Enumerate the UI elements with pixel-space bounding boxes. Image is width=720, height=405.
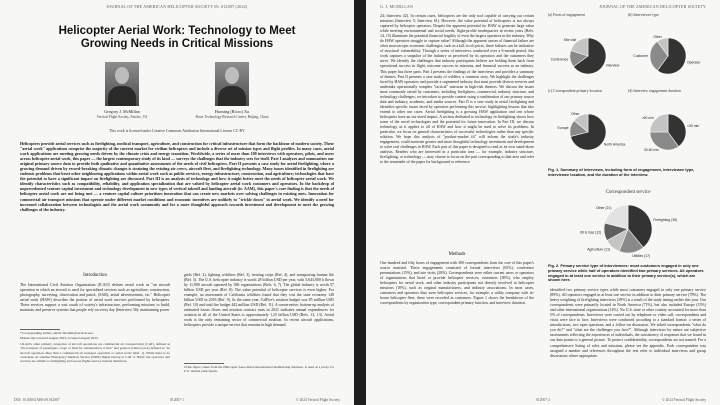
pie-slice-label: Firefighting (39) <box>653 218 678 223</box>
pie-slice-label: Utilities (17) <box>632 253 651 258</box>
pie-chart-d <box>642 114 700 152</box>
pie-slice-label: Other <box>571 112 580 117</box>
footnote: Manuscript received August 2023; accepted August 2023. <box>20 336 99 340</box>
author-affiliation: Rotor Technology Research Center, Beijing, China <box>195 115 269 119</box>
intro-column-2: grids (Ref. 2), fighting wildfires (Ref. 3), treating crops (Ref. 4), and transporting human life (Ref. 5). The U.S. helicopter industry is worth 28 billion USD per year, with 5,643,000 h flown by 11,900 aircraft operated by 386 organizations (Refs. 6, 7). The global industry is worth 57 billion USD per year (Ref. 8). The value potential of helicopter services is even higher. For example, an assessment of California wildfires found that they cost the state economy 148 billion USD in 2018 (Ref. 9). In the same year, CalFire's aviation budget was 85 million USD (Ref. 10) and total fire budget 442 million USD (Ref. 11). A conservative, bottom-up analysis of estimated losses flown and aviation contract rates in 2021 indicates annual expenditures for aviation in all of the United States is approximately 1.25 billion USD (Refs. 12, 13). Aerial work is the only remaining sector of commercial aviation. In recent aircraft applications, helicopters provide a unique service that remains in high demand. <box>184 273 334 328</box>
pie-chart-a <box>551 38 620 74</box>
author-photo <box>105 62 139 106</box>
left-page <box>0 0 354 405</box>
footnote: *Corresponding author; email: fmcmill@vertical.aero. <box>20 331 95 335</box>
section-heading-methods: Methods <box>448 252 466 257</box>
pie-slice-label: 30-60 min <box>643 148 659 153</box>
author-name: Gregory J. McMillan <box>104 109 140 114</box>
footer-doi: DOI: 10.4050/JAHS.69.012007 <box>14 398 60 402</box>
panel-title-c: (c) Correspondent primary location <box>548 89 602 93</box>
footer-copyright: © 2024 Vertical Flight Society <box>296 398 340 402</box>
footnote: 1ICAO's other primary categories of aircraft operations are commercial air transportation (CAT), defined as "the transport of passengers, cargo or mail for remuneration or hire" and general aviation (GA) defined as "an aircraft operation other than a commercial air transport operation or aerial work" (Ref. 1). While there is no consensus on whether Emergency Medical Service (EMS) flights belong to CAT or HAW, the operators and services are similar to firefighting and rescue flights and we include them here. <box>20 342 170 364</box>
pie-slice-label: Interview <box>605 63 620 68</box>
footnote: 2This figure, taken from the Helicopter Association International membership database, is used as a proxy for U.S. market participants. <box>184 365 334 374</box>
running-head: JOURNAL OF THE AMERICAN HELICOPTER SOCIETY 69, 012007 (2024) <box>106 4 248 9</box>
footnote-rule <box>20 329 60 330</box>
right-column-1-text: 24; Interview 42). In certain cases, helicopters are the only tool capable of carrying out certain missions (Interview 5; Interview 61). However, the value potential of helicopters is not always captured by helicopter operators. Despite the apparent potential for HAW to generate large value while meeting environmental and social needs, flight-profile inadequacies in recent years (Refs. 14, 15) illuminate the potential financial fragility of even the largest operators in the industry. Why do HAW operators struggle to capture value? Although the apparent causes of financial failure are often macroscopic economic challenges, such as a lull in oil prices, these failures can be indicative of structural vulnerability. Through a series of interviews conducted over a 6-month period, this work captures a snapshot of the industry as perceived by its operators and the customers they serve. We identify the challenges that industry participants believe are holding them back from operational success in flight, outcome success in missions, and financial success as an industry. This paper has three parts. Part I presents the findings of the interviews and provides a summary of themes. Part II presents a case study of wildfire, a common story. We highlight the challenges faced by HAW operators and provide a segmented industry that must provide diverse services and undertake operationally complex "tactical" missions in high-risk theaters. We discuss the issues most commonly raised by customers, including firefighters, commercial, industry structure, and technology challenges; we introduce to provide context using a combination of our primary source data and industry, academic, and media sources. Part II is a case study in aerial firefighting and identifies specific issues faced by operators performing this service, highlighting lessons that also extend to other use cases. Aerial firefighting is a growing HAW application and one whose helicopters have an out-sized impact. A section dedicated to technology in firefighting shows how some of the novel technologies and the potential for future innovation. In Part III, we discuss technology as it applies to all of HAW and how it might be used to solve its problems. In particular, we focus on general characteristics of successful technologies rather than any specific solution. We hope this analysis of "product-market fit" will inform the study's industry engagement, could motivate greater and more thoughtful technology investment and development to solve real challenges in HAW. Each part of this paper is designed to read as its own stand-alone analysis. Readers who are interested in a particular area — for example, industry structure, firefighting, or technology — may choose to focus on the part corresponding to that area and refer to the remainder of the paper for background or reference. <box>380 14 534 165</box>
pie-chart-c <box>558 112 626 150</box>
figure-2-caption: Fig. 2. Primary service type of interviewees: most customers engaged in only one primary service while half of operators identified two primary services. All operators engaged in at least one service in addition to their primary service(s), which are shown here. <box>548 263 704 283</box>
page-number: 012007-2 <box>536 398 550 402</box>
panel-title-b: (b) Interviewee type <box>628 13 659 17</box>
intro-column-1: The International Civil Aviation Organization (ICAO) defines aerial work as "an aircraft operation in which an aircraft is used for specialized services such as agriculture, construction, photography, surveying, observation and patrol, (SAR), aerial advertisement, etc." Helicopter aerial work (HAW) describes the portion of aerial work services performed by helicopters. These services support a vast swath of society's infrastructure, performing missions to build, maintain, and preserve systems that people rely on every day (Interview 56): maintaining power <box>20 283 170 313</box>
pie-slice-label: Europe <box>557 125 569 130</box>
pie-slice-label: Other (21) <box>595 205 612 210</box>
footnote-rule <box>184 363 224 364</box>
right-page <box>366 0 720 405</box>
pie-slice-label: >60 min <box>641 116 654 121</box>
author-photo <box>215 62 249 106</box>
methods-column-1: One hundred and fifty hours of engagement with 300 correspondents from the core of this paper's source material. These engagements consisted of formal interviews (65%), conference presentations (15%), and site visits (20%). Correspondents were either current users or operators of organizations that hired or provide helicopter services, customers (30%), who employ helicopters for aerial work, and other industry participants not directly involved in helicopter missions (10%), such as original manufacturers, and industry associations. In most cases, customers and operators thus were helicopter services, for example, a utility company with in-house helicopter fleet, these were recorded as customers. Figure 1 shows the breakdown of the correspondents by organization type, correspondent primary function, and interview duration. <box>380 261 534 306</box>
pie-slice-label: Conference <box>550 57 569 62</box>
pie-slice-label: Oil & Gas (12) <box>579 230 602 235</box>
author-name: Haoxing (Ricco) Xu <box>214 109 250 114</box>
abstract: Helicopters provide aerial services such as firefighting, medical transport, agriculture, and construction for critical infrastructure that form the backbone of modern society. These "aerial work" applications comprise the majority of the current market for civilian helicopters and include a diverse set of mission types and flight profiles. In many cases, aerial work applications are meeting growing needs driven by the climate crisis and energy transition. Worldwide, a series of more than 100 interviews with operators, pilots, and users across helicopter aerial work, this paper — the largest contemporary study of its kind — surveys the challenges that the industry sees for itself. Part I analyzes and summarizes our original primary source data to provide both qualitative and quantitative assessments of the needs of civil helicopters. Part II presents a case study for aerial firefighting, where a growing demand driven by record-breaking climatic changes is straining the existing air crews, aircraft fleet, and firefighting technology. Many issues identified in firefighting are endemic problems that beset other neighboring applications within aerial work such as public services, energy infrastructure, construction, and agriculture; technologies that have the potential to have a significant impact on firefighting are discussed. Part III is an analysis of technology and how it might better meet the needs of helicopter aerial work. We identify characteristics such as compatibility, reliability, and application specialization that are valued by helicopter aerial work customers and operators. In the backdrop of unprecedented venture capital investment and technology development in new types of vertical takeoff and landing aircraft (ie. AAM), this paper's core finding is that the needs of helicopter aerial work are not being met — a venture capital culture prioritizes innovation that can create new markets over solving challenges in existing ones. Innovation for commercial air transport missions that operate under different market conditions and economic incentives are unlikely to "trickle down" to aerial work. We identify a need for increased collaboration between technologists and the aerial work community and for a more thoughtful approach towards investment and development to meet the growing challenges of the industry. <box>20 141 334 212</box>
author-affiliation: Vertical Flight Society, Fairfax, VA <box>96 115 148 119</box>
figure-1-caption: Fig. 1. Summary of interviews, including form of engagement, interviewee type, interviewee location, and the duration of the interview. <box>548 167 695 177</box>
pie-slice-label: Other <box>653 35 662 40</box>
running-head-right: JOURNAL OF THE AMERICAN HELICOPTER SOCIETY <box>599 4 706 9</box>
pie-slice-label: Customer <box>633 54 648 59</box>
license-note: This work is licensed under Creative Commons Attribution International License CC-BY <box>109 129 245 133</box>
footer-copyright: © 2024 Vertical Flight Society <box>662 398 706 402</box>
pie-chart-b <box>633 35 701 74</box>
pie-slice-label: <30 min <box>687 124 700 129</box>
running-head-left: G. J. MCMILLAN <box>380 4 414 9</box>
panel-title-d: (d) Interview engagement duration <box>628 89 681 93</box>
pie-slice-label: Agriculture (11) <box>587 247 611 252</box>
figure-2 <box>546 197 710 261</box>
pie-slice-label: Operator <box>687 60 701 65</box>
figure-2-title: Correspondent service <box>605 190 651 195</box>
pie-slice-label: Site visit <box>563 38 577 43</box>
methods-column-2: identified two primary service types while most customers engaged in only one primary service (89%). All operators engaged in at least one service in addition to their primary service (78%). The heavy weighting of firefighting interviews (39%) is a result of the study timing earlier this year. Our correspondents were primarily located in North America (71%), but also included Europe (15%) and other international organizations (14%). No U.S. state or other country accounted for more than 5% of correspondents. Interviews were carried out by telephone or video call; correspondents and visits were face to face. Interviews were conducted according to a standard format: a series of introductions, two open questions, and a follow-on discussion. We asked correspondents "what do you do?" and "what are the challenges you face?". Although interviews by nature are subjective assessments reflecting the experiences of individuals, the consistency of responses that we found in our data points to a general picture. To protect confidentiality, correspondents are not named. For a comprehensive listing of roles and missions, please see the appendix. Each correspondent was assigned a number and references throughout the text refer to individual interviews and group discussions where appropriate. <box>550 288 706 358</box>
section-heading-introduction: Introduction <box>83 273 107 278</box>
page-number: 012007-1 <box>170 398 184 402</box>
paper-title: Helicopter Aerial Work: Technology to Meet Growing Needs in Critical Missions <box>58 25 296 50</box>
pie-chart-service <box>580 205 677 258</box>
panel-title-a: (a) Form of engagement <box>548 13 585 17</box>
pie-slice-label: North America <box>603 142 626 147</box>
